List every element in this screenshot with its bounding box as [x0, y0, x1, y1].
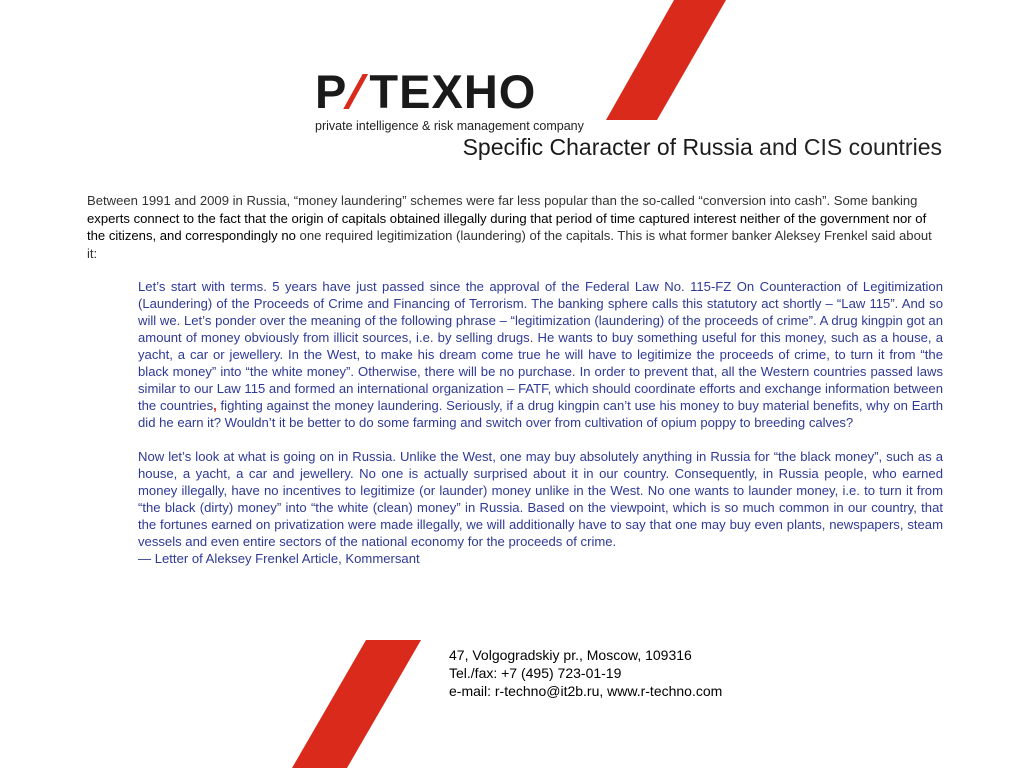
- quote-paragraph-1: [138, 278, 943, 431]
- company-logo: [315, 65, 595, 133]
- quote-p1-a: Let’s start with terms. 5 years have just passed since the approval of the Federal Law No. 115-FZ On Counteraction of Legitimization (Laundering) of the Proceeds of Crime and Financing of Terrorism. The banking sphere calls this statutory act shortly – “Law 115”. And so will we. Let’s ponder over the meaning of the following phrase – “legitimization (laundering) of the proceeds of crime”. A drug kingpin got an amount of money obviously from illicit sources, i.e. by selling drugs. He wants to buy something useful for this money, such as a house, a yacht, a car or jewellery. In the West, to make his dream come true he will have to legitimize the proceeds of crime, to turn it from “the black money” into “the white money”. Otherwise, there will be no purchase. In order to prevent that, all the Western countries passed laws similar to our Law 115 and formed an international organization – FATF, which should coordinate efforts and exchange information between the countries: [138, 279, 943, 413]
- logo-brand-right: TEXHO: [369, 65, 537, 118]
- intro-text-a: Between 1991 and 2009 in Russia, “money laundering” schemes were far less popular than the so-called “conversion into cash”. Some banking: [87, 193, 918, 208]
- quote-paragraph-2: Now let’s look at what is going on in Russia. Unlike the West, one may buy absolutely anything in Russia for “the black money”, such as a house, a yacht, a car and jewellery. No one is actually surprised about it in our country. Consequently, in Russia people, who earned money illegally, have no incentives to legitimize (or launder) money unlike in the West. No one wants to launder money, i.e. to turn it from “the black (dirty) money” into “the white (clean) money” in Russia. Based on the viewpoint, which is so much common in our country, that the fortunes earned on privatization were made illegally, we will additionally have to say that one may buy even plants, newspapers, steam vessels and even entire sectors of the national economy for the proceeds of crime.: [138, 449, 943, 549]
- top-red-stripe: [600, 0, 730, 122]
- logo-brand-left: P: [315, 65, 348, 118]
- logo-wordmark: [315, 65, 595, 118]
- intro-text-c: one required legitimization (laundering) of the capitals. This is what former banker Aleksey Frenkel said about it:: [87, 228, 932, 261]
- contact-email: e-mail: r-techno@it2b.ru, www.r-techno.com: [449, 683, 723, 699]
- logo-tagline: private intelligence & risk management company: [315, 119, 584, 133]
- page-title: [463, 134, 942, 161]
- intro-paragraph: [87, 192, 942, 262]
- title-part-1: Specific Character of Russia: [462, 134, 753, 160]
- intro-text-b: experts connect to the fact that the origin of capitals obtained illegally during that period of time captured interest neither of the government nor of the citizens, and correspondingly no: [87, 210, 927, 243]
- quote-p1-mark: ,: [213, 398, 217, 413]
- title-part-2: and CIS countries: [759, 134, 942, 160]
- quote-p1-b: fighting against the money laundering. Seriously, if a drug kingpin can’t use his money to buy material benefits, why on Earth did he earn it? Wouldn’t it be better to do some farming and switch over from cultivation of opium poppy to breeding calves?: [138, 398, 943, 430]
- logo-slash-icon: /: [339, 65, 374, 118]
- frenkel-quote: [138, 278, 943, 567]
- contact-phone: Tel./fax: +7 (495) 723-01-19: [449, 665, 622, 681]
- contact-info: [449, 646, 722, 700]
- quote-source: — Letter of Aleksey Frenkel Article, Kommersant: [138, 551, 420, 566]
- bottom-red-stripe: [290, 636, 430, 768]
- contact-address: 47, Volgogradskiy pr., Moscow, 109316: [449, 647, 692, 663]
